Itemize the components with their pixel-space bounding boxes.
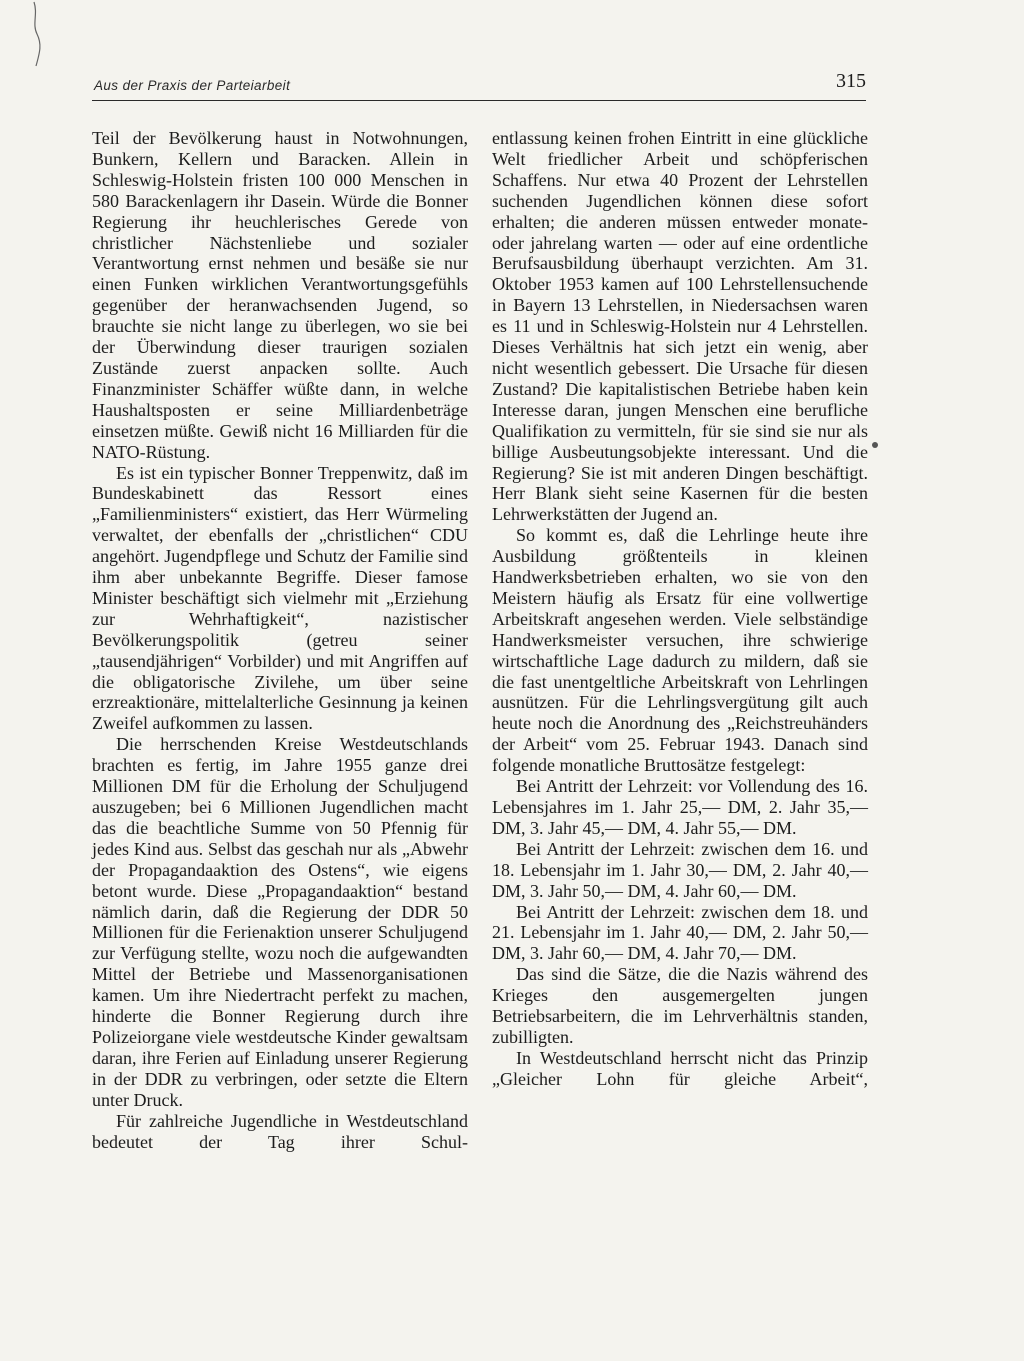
right-column <box>492 128 868 1090</box>
page-number: 315 <box>836 70 866 92</box>
paragraph: Die herrschenden Kreise Westdeutschlands brachten es fertig, im Jahre 1955 ganze drei Millionen DM für die Erholung der Schuljugend auszugeben; bei 6 Millionen Jugendlichen macht das die beachtliche Summe von 50 Pfennig für jedes Kind aus. Selbst das geschah nur als „Abwehr der Propagandaaktion des Ostens“, wie eigens betont wurde. Diese „Propagandaaktion“ bestand nämlich darin, daß die Regierung der DDR 50 Millionen für die Ferienaktion unserer Schuljugend zur Verfügung stellte, wozu noch die aufgewandten Mittel der Betriebe und Massenorganisationen kamen. Um ihre Niedertracht perfekt zu machen, hinderte die Bonner Regierung durch ihre Polizeiorgane viele westdeutsche Kinder gewaltsam daran, ihre Ferien auf Einladung unserer Regierung in der DDR zu verbringen, oder setzte die Eltern unter Druck. <box>92 734 468 1110</box>
paragraph: Das sind die Sätze, die die Nazis während des Krieges den ausgemergelten jungen Betriebsarbeitern, die im Lehrverhältnis standen, zubilligten. <box>492 964 868 1047</box>
paragraph: Bei Antritt der Lehrzeit: zwischen dem 18. und 21. Lebensjahr im 1. Jahr 40,— DM, 2. Jahr 50,— DM, 3. Jahr 60,— DM, 4. Jahr 70,— DM. <box>492 901 868 964</box>
paragraph: Für zahlreiche Jugendliche in Westdeutschland bedeutet der Tag ihrer Schul- <box>92 1110 468 1152</box>
running-head: Aus der Praxis der Parteiarbeit <box>94 78 291 93</box>
paragraph: Bei Antritt der Lehrzeit: zwischen dem 16. und 18. Lebensjahr im 1. Jahr 30,— DM, 2. Jahr 40,— DM, 3. Jahr 50,— DM, 4. Jahr 60,— DM. <box>492 838 868 901</box>
paragraph: So kommt es, daß die Lehrlinge heute ihre Ausbildung größtenteils in kleinen Handwerksbetrieben erhalten, wo sie von den Meistern häufig als Ersatz für eine vollwertige Arbeitskraft angesehen werden. Viele selbständige Handwerksmeister versuchen, ihre schwierige wirtschaftliche Lage dadurch zu mildern, daß sie die fast unentgeltliche Arbeitskraft von Lehrlingen ausnützen. Für die Lehrlingsvergütung gilt auch heute noch die Anordnung des „Reichstreuhänders der Arbeit“ vom 25. Februar 1943. Danach sind folgende monatliche Bruttosätze festgelegt: <box>492 525 868 776</box>
page-header <box>92 70 866 101</box>
left-column <box>92 128 468 1152</box>
paragraph: entlassung keinen frohen Eintritt in eine glückliche Welt friedlicher Arbeit und schöpferischen Schaffens. Nur etwa 40 Prozent der Lehrstellen suchenden Jugendlichen können diese sofort erhalten; die anderen müssen entweder monate- oder jahrelang warten — oder auf eine ordentliche Berufsausbildung überhaupt verzichten. Am 31. Oktober 1953 kamen auf 100 Lehrstellensuchende in Bayern 13 Lehrstellen, in Niedersachsen waren es 11 und in Schleswig-Holstein nur 4 Lehrstellen. Dieses Verhältnis hat sich jetzt ein wenig, aber nicht wesentlich gebessert. Die Ursache für diesen Zustand? Die kapitalistischen Betriebe haben kein Interesse daran, jungen Menschen eine berufliche Qualifikation zu vermitteln, für sie sind sie nur als billige Ausbeutungsobjekte interessant. Und die Regierung? Sie ist mit anderen Dingen beschäftigt. Herr Blank sieht seine Kasernen für die besten Lehrwerkstätten der Jugend an. <box>492 128 868 525</box>
paragraph: Bei Antritt der Lehrzeit: vor Vollendung des 16. Lebensjahres im 1. Jahr 25,— DM, 2. Jahr 35,— DM, 3. Jahr 45,— DM, 4. Jahr 55,— DM. <box>492 776 868 838</box>
paragraph: Es ist ein typischer Bonner Treppenwitz, daß im Bundeskabinett das Ressort eines „Familienministers“ existiert, das Herr Würmeling verwaltet, der ebenfalls der „christlichen“ CDU angehört. Jugendpflege und Schutz der Familie sind ihm aber unbekannte Begriffe. Dieser famose Minister beschäftigt sich vielmehr mit „Erziehung zur Wehrhaftigkeit“, nazistischer Bevölkerungspolitik (getreu seiner „tausendjährigen“ Vorbilder) und mit Angriffen auf die obligatorische Zivilehe, um über seine erzreaktionäre, mittelalterliche Gesinnung ja keinen Zweifel aufkommen zu lassen. <box>92 462 468 734</box>
scan-edge-mark <box>28 0 48 70</box>
margin-dot <box>872 442 878 448</box>
paragraph: In Westdeutschland herrscht nicht das Prinzip „Gleicher Lohn für gleiche Arbeit“, <box>492 1047 868 1089</box>
paragraph: Teil der Bevölkerung haust in Notwohnungen, Bunkern, Kellern und Baracken. Allein in Schleswig-Holstein fristen 100 000 Menschen in 580 Barackenlagern ihr Dasein. Würde die Bonner Regierung ihr heuchlerisches Gerede von christlicher Nächstenliebe und sozialer Verantwortung ernst nehmen und besäße sie nur einen Funken wirklichen Verantwortungsgefühls gegenüber der heranwachsenden Jugend, so brauchte sie nicht lange zu überlegen, wo sie bei der Überwindung dieser traurigen sozialen Zustände zuerst anpacken sollte. Auch Finanzminister Schäffer wüßte dann, in welche Haushaltsposten er seine Milliardenbeträge einsetzen müßte. Gewiß nicht 16 Milliarden für die NATO-Rüstung. <box>92 128 468 462</box>
